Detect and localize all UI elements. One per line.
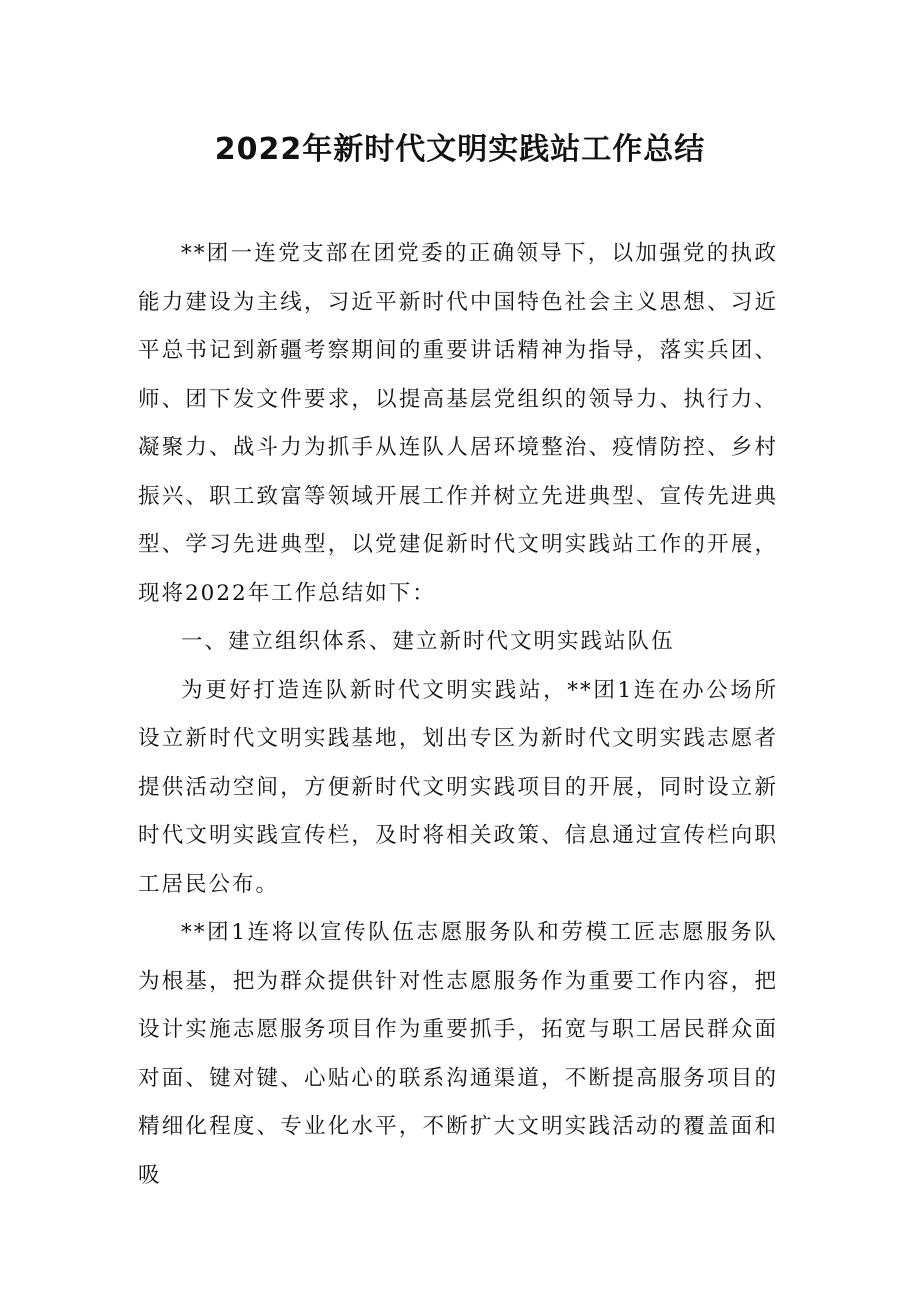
paragraph-intro: **团一连党支部在团党委的正确领导下，以加强党的执政能力建设为主线，习近平新时代中国特色社会主义思想、习近平总书记到新疆考察期间的重要讲话精神为指导，落实兵团、师、团下发文件要求，以提高基层党组织的领导力、执行力、凝聚力、战斗力为抓手从连队人居环境整治、疫情防控、乡村振兴、职工致富等领域开展工作并树立先进典型、宣传先进典型、学习先进典型，以党建促新时代文明实践站工作的开展，现将2022年工作总结如下： [138,241,778,606]
section-heading-1: 一、建立组织体系、建立新时代文明实践站队伍 [181,629,675,654]
document-body [138,230,778,1200]
paragraph-practice-base: 为更好打造连队新时代文明实践站，**团1连在办公场所设立新时代文明实践基地，划出专区为新时代文明实践志愿者提供活动空间，方便新时代文明实践项目的开展，同时设立新时代文明实践宣传栏，及时将相关政策、信息通过宣传栏向职工居民公布。 [138,677,778,897]
document-title: 2022年新时代文明实践站工作总结 [214,132,706,167]
paragraph-volunteer-teams: **团1连将以宣传队伍志愿服务队和劳模工匠志愿服务队为根基，把为群众提供针对性志愿服务作为重要工作内容，把设计实施志愿服务项目作为重要抓手，拓宽与职工居民群众面对面、键对键、心贴心的联系沟通渠道，不断提高服务项目的精细化程度、专业化水平，不断扩大文明实践活动的覆盖面和吸 [138,920,778,1188]
